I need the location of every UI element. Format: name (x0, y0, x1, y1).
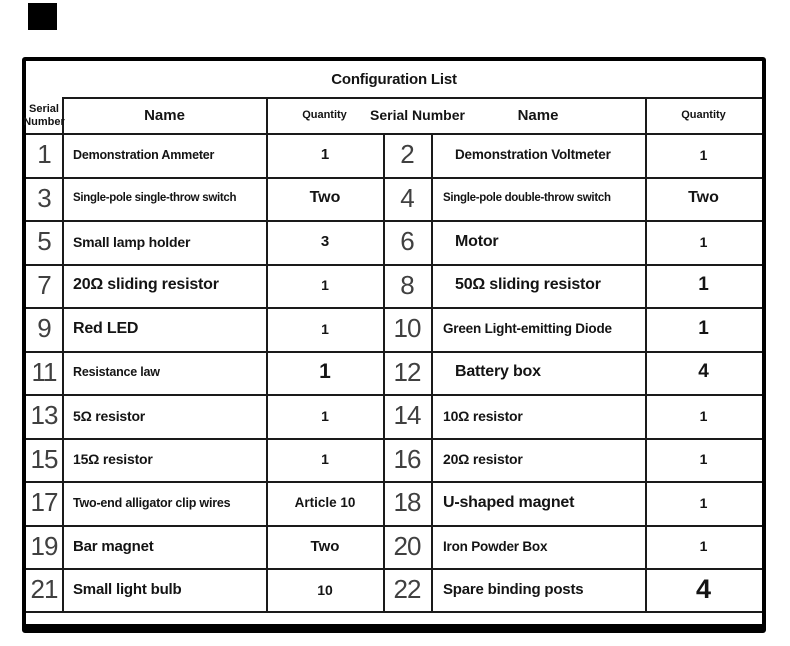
item-quantity: 10 (317, 581, 333, 598)
item-name: Demonstration Voltmeter (455, 147, 611, 163)
item-name: 15Ω resistor (73, 451, 153, 468)
configuration-table (22, 57, 766, 633)
item-name: 20Ω sliding resistor (73, 276, 219, 294)
item-name: Two-end alligator clip wires (73, 495, 231, 510)
table-row (26, 307, 762, 351)
serial-number: 10 (393, 313, 421, 344)
item-name: Small light bulb (73, 581, 182, 599)
item-name: 5Ω resistor (73, 407, 146, 424)
item-quantity: 1 (698, 317, 709, 339)
serial-number: 11 (31, 356, 57, 387)
serial-number: 9 (37, 313, 51, 344)
header-quantity-right: Quantity (681, 109, 726, 121)
header-name-right: Name (517, 106, 559, 124)
item-quantity: Article 10 (294, 495, 356, 511)
table-row (26, 568, 762, 612)
serial-number: 22 (393, 574, 421, 605)
header-serial-number-left: Serial Number (23, 103, 65, 128)
table-row (26, 177, 762, 221)
item-name: 10Ω resistor (443, 407, 523, 424)
table-row (26, 525, 762, 569)
item-name: U-shaped magnet (443, 493, 575, 511)
serial-number: 17 (30, 487, 58, 518)
page-title: Configuration List (331, 70, 457, 88)
item-name: Battery box (455, 363, 541, 381)
black-redaction-mark (28, 3, 57, 30)
serial-number: 1 (37, 139, 51, 170)
table-row (26, 481, 762, 525)
item-quantity: 1 (699, 538, 708, 555)
item-quantity: 1 (321, 407, 329, 424)
table-row (26, 220, 762, 264)
serial-number: 3 (37, 182, 51, 213)
serial-number: 19 (30, 530, 58, 561)
item-name: Red LED (73, 319, 139, 337)
item-quantity: 1 (319, 360, 331, 384)
item-quantity: 1 (699, 451, 708, 468)
item-name: Spare binding posts (443, 581, 584, 599)
serial-number: 12 (393, 356, 421, 387)
header-quantity-left: Quantity (302, 109, 347, 121)
item-name: Small lamp holder (73, 233, 191, 250)
item-name: Bar magnet (73, 537, 154, 555)
item-name: Motor (455, 232, 499, 250)
serial-number: 8 (400, 269, 414, 300)
serial-number: 2 (400, 139, 414, 170)
serial-number: 7 (37, 269, 51, 300)
header-name-left: Name (144, 106, 185, 124)
table-row (26, 264, 762, 308)
serial-number: 14 (393, 400, 421, 431)
item-quantity: 1 (321, 320, 329, 337)
serial-number: 20 (393, 530, 421, 561)
item-quantity: 1 (321, 451, 329, 468)
serial-number: 6 (400, 226, 414, 257)
table-row (26, 133, 762, 177)
item-name: Single-pole single-throw switch (73, 192, 237, 205)
item-quantity: 4 (698, 361, 709, 383)
item-name: Green Light-emitting Diode (443, 321, 612, 337)
item-quantity: 1 (698, 274, 709, 296)
item-quantity: Two (688, 189, 719, 207)
serial-number: 4 (400, 182, 414, 213)
serial-number: 5 (37, 226, 51, 257)
serial-number: 16 (393, 443, 421, 474)
item-quantity: Two (309, 189, 341, 207)
item-quantity: 1 (699, 146, 708, 163)
serial-number: 13 (30, 400, 58, 431)
item-quantity: 1 (699, 407, 708, 424)
item-name: Resistance law (73, 365, 160, 380)
item-name: Single-pole double-throw switch (443, 192, 611, 205)
item-name: 50Ω sliding resistor (455, 276, 601, 294)
item-quantity: 4 (695, 574, 712, 605)
item-quantity: 3 (320, 233, 330, 251)
table-row (26, 351, 762, 395)
item-name: 20Ω resistor (443, 451, 523, 468)
serial-number: 18 (393, 487, 421, 518)
item-quantity: 1 (321, 277, 329, 294)
item-quantity: 1 (320, 146, 330, 164)
item-quantity: Two (310, 537, 340, 555)
serial-number: 15 (30, 443, 58, 474)
item-name: Iron Powder Box (443, 538, 548, 554)
serial-number: 21 (30, 574, 58, 605)
header-serial-number-right: Serial Number (370, 107, 465, 123)
item-quantity: 1 (699, 494, 708, 511)
table-row (26, 394, 762, 438)
item-quantity: 1 (699, 233, 708, 250)
table-row (26, 438, 762, 482)
item-name: Demonstration Ammeter (73, 147, 215, 162)
